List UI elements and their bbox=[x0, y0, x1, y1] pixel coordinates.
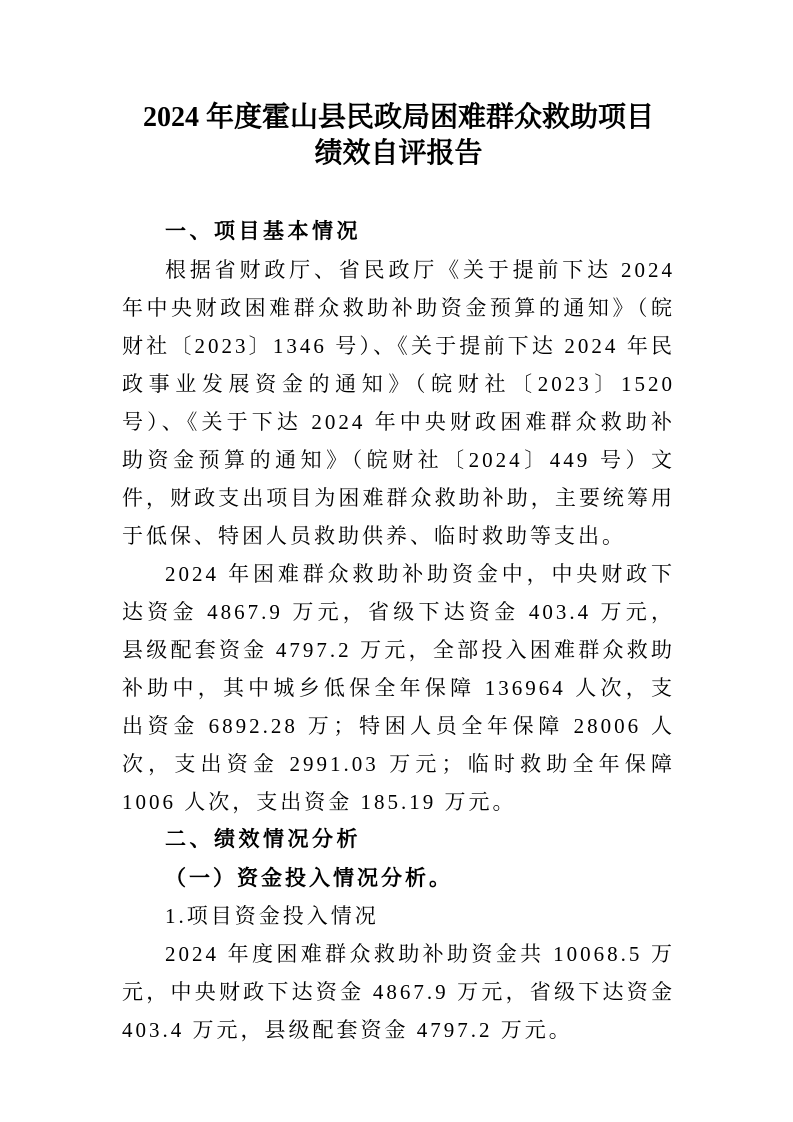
numbered-heading-project-fund-input: 1.项目资金投入情况 bbox=[165, 904, 379, 928]
paragraph-policy-basis: 根据省财政厅、省民政厅《关于提前下达 2024 年中央财政困难群众救助补助资金预算的通知》（皖财社〔2023〕1346 号）、《关于提前下达 2024 年民政事业发展资金的通知》（皖财社〔2023〕1520 号）、《关于下达 2024 年中央财政困难群众救助补助资金预算的通知》（皖财社〔2024〕449 号）文件，财政支出项目为困难群众救助补助，主要统筹用于低保、特困人员救助供养、临时救助等支出。 bbox=[122, 258, 675, 548]
paragraph-fund-input-detail: 2024 年度困难群众救助补助资金共 10068.5 万元，中央财政下达资金 4867.9 万元，省级下达资金 403.4 万元，县级配套资金 4797.2 万元。 bbox=[122, 942, 675, 1042]
document-title bbox=[122, 100, 675, 172]
paragraph-funds-overview: 2024 年困难群众救助补助资金中，中央财政下达资金 4867.9 万元，省级下达资金 403.4 万元，县级配套资金 4797.2 万元，全部投入困难群众救助补助中，其中城乡低保全年保障 136964 人次，支出资金 6892.28 万；特困人员全年保障 28006 人次，支出资金 2991.03 万元；临时救助全年保障 1006 人次，支出资金 185.19 万元。 bbox=[122, 562, 675, 814]
section-heading-performance-analysis: 二、绩效情况分析 bbox=[165, 828, 361, 851]
document-title-line2: 绩效自评报告 bbox=[314, 138, 483, 169]
section-heading-project-basic-info: 一、项目基本情况 bbox=[165, 220, 361, 243]
document-title-line1: 2024 年度霍山县民政局困难群众救助项目 bbox=[142, 102, 654, 133]
document-body bbox=[122, 213, 675, 1049]
subsection-heading-fund-input-analysis: （一）资金投入情况分析。 bbox=[165, 866, 453, 890]
